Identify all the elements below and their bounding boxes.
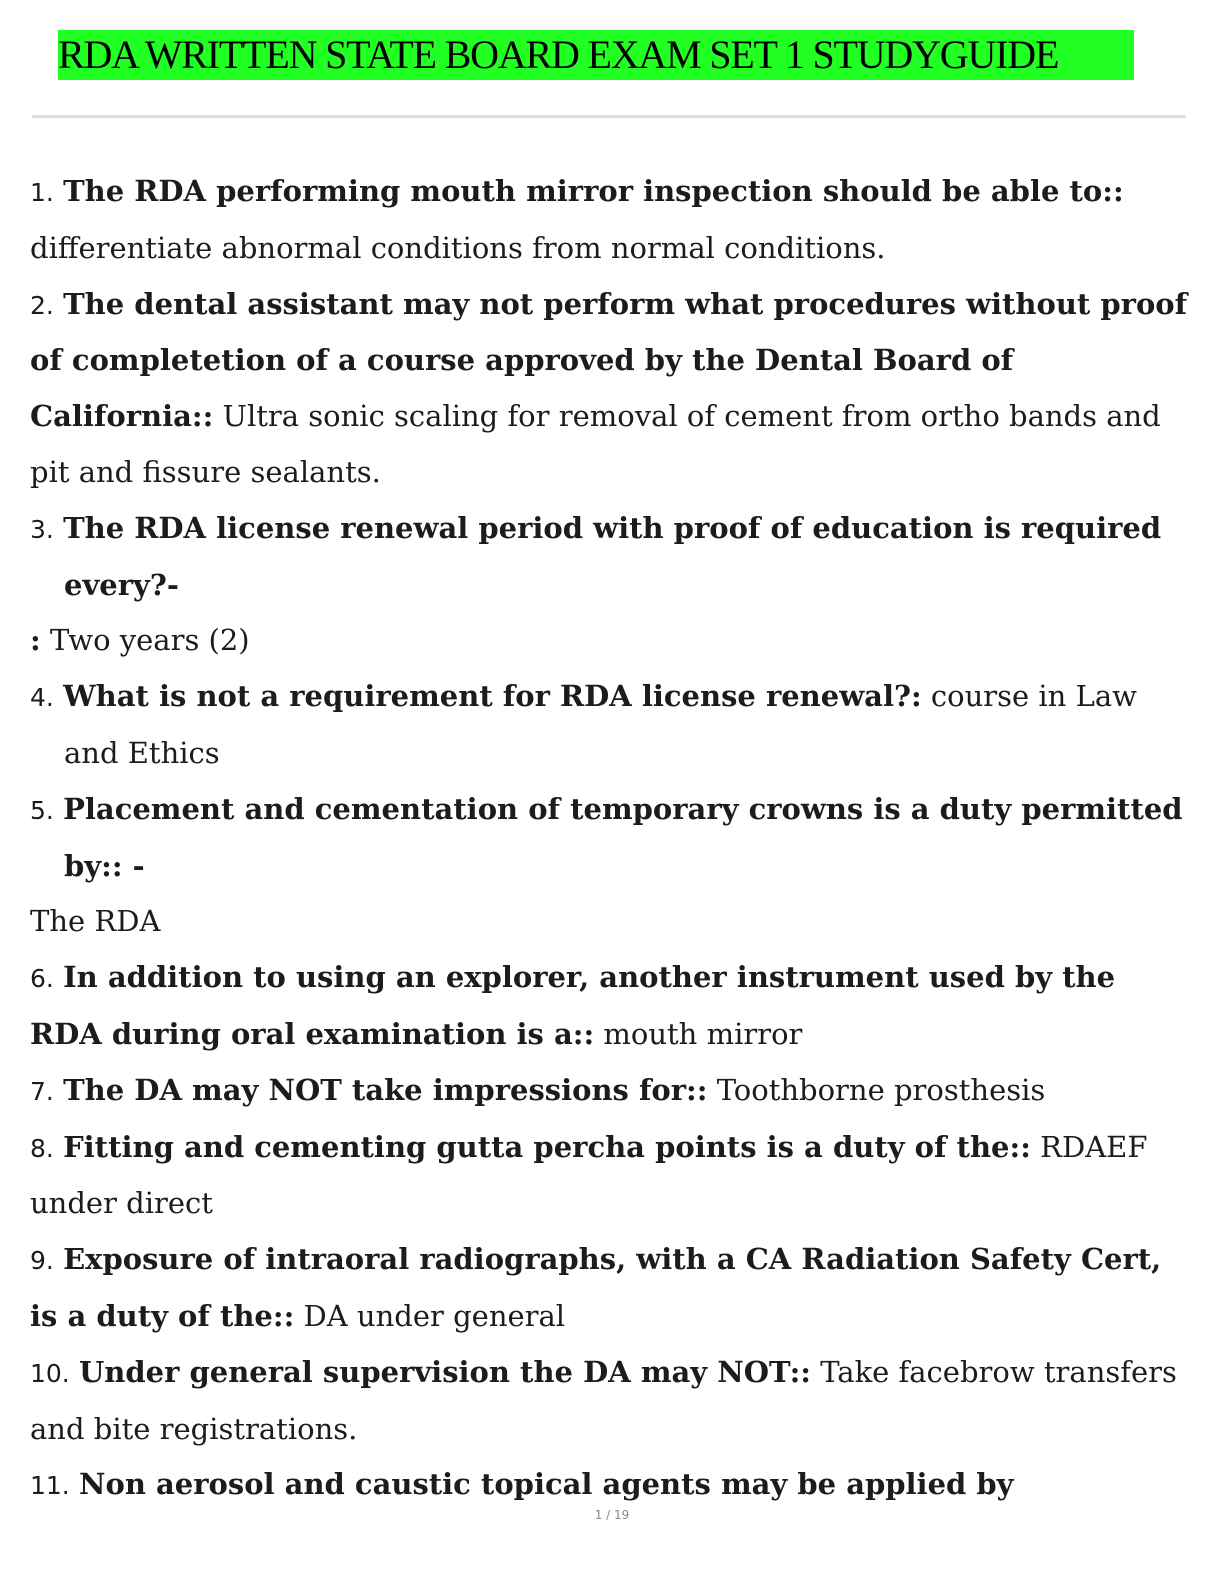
- title-highlight: [58, 30, 1134, 80]
- answer-text: mouth mirror: [603, 1016, 803, 1051]
- question-number: 4.: [30, 683, 54, 713]
- question-number: 10.: [30, 1358, 70, 1388]
- title-divider: [32, 115, 1186, 118]
- answer-text: Ultra sonic scaling for removal of cement from ortho bands and pit and fissure sealants.: [30, 399, 1161, 489]
- question-item-8: [30, 1120, 1190, 1233]
- question-number: 3.: [30, 514, 54, 544]
- question-text: The RDA performing mouth mirror inspection should be able to::: [63, 174, 1124, 208]
- question-text: In addition to using an explorer, another instrument used by the RDA during oral examination is a::: [30, 960, 1116, 1051]
- answer-line-5: [30, 894, 1190, 950]
- question-number: 7.: [30, 1076, 54, 1106]
- question-item-2: [30, 277, 1190, 501]
- question-number: 9.: [30, 1246, 54, 1276]
- question-number: 1.: [30, 178, 54, 207]
- question-text: The DA may NOT take impressions for::: [63, 1072, 708, 1107]
- question-text: Under general supervision the DA may NOT::: [78, 1354, 811, 1389]
- question-item-1: [30, 164, 1190, 277]
- answer-text: course in Law and Ethics: [64, 679, 1137, 770]
- question-item-10: [30, 1345, 1190, 1458]
- answer-text: The RDA: [30, 904, 161, 939]
- question-number: 2.: [30, 290, 54, 320]
- question-text: The RDA license renewal period with proof of education is required every?-: [63, 510, 1162, 602]
- answer-text: Two years (2): [49, 623, 250, 658]
- question-text: Non aerosol and caustic topical agents may be applied by: [78, 1467, 1014, 1502]
- answer-text: DA under general: [303, 1298, 566, 1333]
- question-text: Exposure of intraoral radiographs, with a CA Radiation Safety Cert, is a duty of the::: [30, 1242, 1162, 1333]
- answer-text: RDAEF under direct: [30, 1129, 1148, 1221]
- answer-prefix: :: [30, 623, 41, 658]
- question-text: The dental assistant may not perform what procedures without proof of completetion of a course approved by the Dental Board of California::: [30, 286, 1188, 434]
- question-item-11: [30, 1457, 1190, 1514]
- document-title: RDA WRITTEN STATE BOARD EXAM SET 1 STUDYGUIDE: [58, 32, 1059, 77]
- question-number: 5.: [30, 795, 54, 825]
- question-item-3: [30, 501, 1190, 614]
- answer-line-3: [30, 613, 1190, 669]
- question-text: Fitting and cementing gutta percha points is a duty of the::: [63, 1129, 1031, 1164]
- answer-text: Toothborne prosthesis: [716, 1072, 1046, 1107]
- question-text: Placement and cementation of temporary crowns is a duty permitted by:: -: [63, 791, 1183, 883]
- question-item-5: [30, 782, 1190, 895]
- question-item-6: [30, 950, 1190, 1063]
- question-number: 8.: [30, 1133, 54, 1163]
- answer-text: Take facebrow transfers and bite registrations.: [30, 1354, 1177, 1446]
- question-item-7: [30, 1063, 1190, 1120]
- question-text: What is not a requirement for RDA license renewal?:: [63, 679, 922, 714]
- question-list: [30, 164, 1190, 1514]
- question-number: 6.: [30, 964, 54, 994]
- page-indicator: 1 / 19: [594, 1508, 630, 1522]
- answer-text: differentiate abnormal conditions from normal conditions.: [30, 230, 886, 265]
- question-item-9: [30, 1232, 1190, 1345]
- question-number: 11.: [30, 1471, 70, 1501]
- question-item-4: [30, 669, 1190, 782]
